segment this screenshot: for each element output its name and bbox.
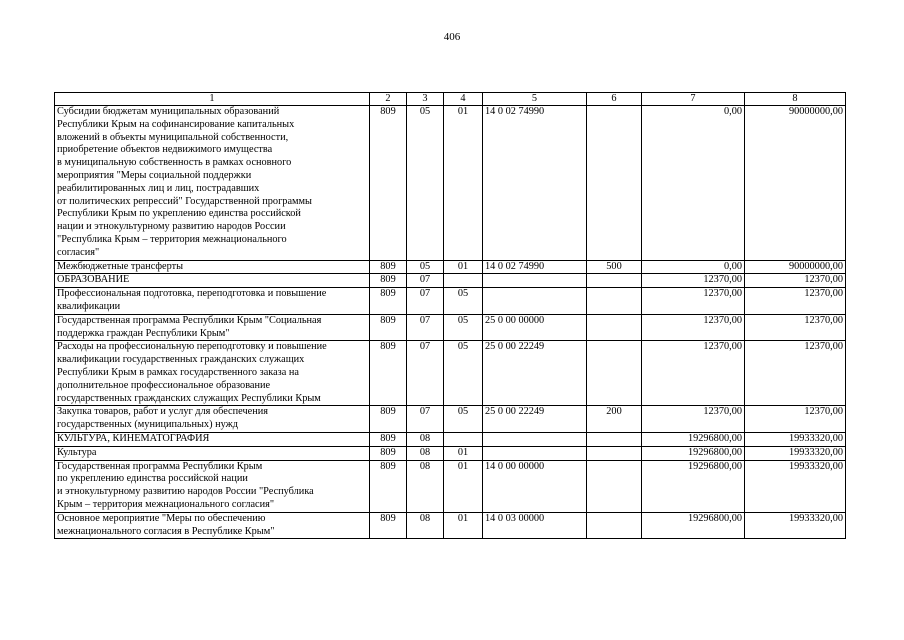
- subsection-cell: [444, 274, 483, 288]
- row-name-line: Расходы на профессиональную переподготовку и повышение: [57, 341, 327, 353]
- amount-col7-cell: 12370,00: [642, 288, 745, 315]
- subsection-cell: 05: [444, 288, 483, 315]
- row-name-line: по укреплению единства российской нации: [57, 473, 248, 485]
- expense-type-cell: 500: [587, 260, 642, 274]
- row-name-line: ОБРАЗОВАНИЕ: [57, 274, 130, 286]
- column-header: 4: [444, 93, 483, 106]
- code-cell: 809: [370, 446, 407, 460]
- row-name-line: квалификации государственных гражданских служащих: [57, 354, 305, 366]
- row-name-cell: [55, 512, 370, 539]
- row-name-line: согласия": [57, 246, 100, 258]
- table-row: [55, 274, 846, 288]
- row-name-line: Крым – территория межнационального согласия": [57, 498, 275, 510]
- row-name-line: поддержка граждан Республики Крым": [57, 327, 230, 339]
- row-name-line: нации и этнокультурному развитию народов России: [57, 221, 286, 233]
- amount-col7-cell: 12370,00: [642, 314, 745, 341]
- row-name-cell: [55, 260, 370, 274]
- row-name-cell: [55, 406, 370, 433]
- row-name-cell: [55, 341, 370, 406]
- code-cell: 809: [370, 288, 407, 315]
- section-cell: 08: [407, 446, 444, 460]
- section-cell: 07: [407, 314, 444, 341]
- row-name-line: Закупка товаров, работ и услуг для обеспечения: [57, 406, 268, 418]
- amount-col8-cell: 90000000,00: [745, 106, 846, 261]
- expense-type-cell: [587, 432, 642, 446]
- amount-col8-cell: 12370,00: [745, 288, 846, 315]
- row-name-line: Основное мероприятие "Меры по обеспечению: [57, 512, 266, 524]
- column-header: 8: [745, 93, 846, 106]
- table-row: [55, 432, 846, 446]
- table-row: [55, 341, 846, 406]
- row-name-line: Государственная программа Республики Крым "Социальная: [57, 314, 322, 326]
- target-article-cell: 14 0 00 00000: [483, 460, 587, 512]
- row-name-cell: [55, 460, 370, 512]
- subsection-cell: 01: [444, 460, 483, 512]
- subsection-cell: 01: [444, 260, 483, 274]
- page-number: 406: [443, 31, 461, 43]
- amount-col8-cell: 19933320,00: [745, 460, 846, 512]
- table-row: [55, 446, 846, 460]
- target-article-cell: [483, 446, 587, 460]
- code-cell: 809: [370, 274, 407, 288]
- row-name-line: Профессиональная подготовка, переподготовка и повышение: [57, 288, 327, 300]
- code-cell: 809: [370, 406, 407, 433]
- amount-col7-cell: 12370,00: [642, 274, 745, 288]
- target-article-cell: [483, 274, 587, 288]
- row-name-cell: [55, 314, 370, 341]
- budget-table: [54, 92, 846, 539]
- row-name-line: Государственная программа Республики Крым: [57, 460, 263, 472]
- column-header: 1: [55, 93, 370, 106]
- amount-col8-cell: 12370,00: [745, 314, 846, 341]
- amount-col8-cell: 19933320,00: [745, 432, 846, 446]
- row-name-cell: [55, 106, 370, 261]
- subsection-cell: 05: [444, 314, 483, 341]
- expense-type-cell: [587, 512, 642, 539]
- code-cell: 809: [370, 260, 407, 274]
- expense-type-cell: 200: [587, 406, 642, 433]
- target-article-cell: [483, 288, 587, 315]
- amount-col8-cell: 90000000,00: [745, 260, 846, 274]
- section-cell: 07: [407, 288, 444, 315]
- code-cell: 809: [370, 460, 407, 512]
- row-name-cell: [55, 446, 370, 460]
- row-name-line: Межбюджетные трансферты: [57, 260, 184, 272]
- section-cell: 08: [407, 432, 444, 446]
- row-name-cell: [55, 288, 370, 315]
- table-row: [55, 460, 846, 512]
- section-cell: 05: [407, 260, 444, 274]
- row-name-line: квалификации: [57, 300, 121, 312]
- subsection-cell: 05: [444, 406, 483, 433]
- expense-type-cell: [587, 460, 642, 512]
- amount-col8-cell: 19933320,00: [745, 446, 846, 460]
- section-cell: 07: [407, 341, 444, 406]
- row-name-line: от политических репрессий" Государственной программы: [57, 195, 312, 207]
- row-name-line: Культура: [57, 446, 97, 458]
- row-name-cell: [55, 274, 370, 288]
- section-cell: 05: [407, 106, 444, 261]
- subsection-cell: [444, 432, 483, 446]
- section-cell: 08: [407, 512, 444, 539]
- target-article-cell: 25 0 00 22249: [483, 406, 587, 433]
- row-name-line: приобретение объектов недвижимого имущества: [57, 144, 273, 156]
- code-cell: 809: [370, 512, 407, 539]
- row-name-line: государственных (муниципальных) нужд: [57, 419, 238, 431]
- row-name-line: Республики Крым в рамках государственного заказа на: [57, 366, 299, 378]
- column-header: 5: [483, 93, 587, 106]
- table-row: [55, 406, 846, 433]
- expense-type-cell: [587, 288, 642, 315]
- row-name-line: "Республика Крым – территория межнационального: [57, 233, 287, 245]
- subsection-cell: 01: [444, 512, 483, 539]
- subsection-cell: 01: [444, 446, 483, 460]
- amount-col7-cell: 12370,00: [642, 341, 745, 406]
- amount-col7-cell: 19296800,00: [642, 512, 745, 539]
- row-name-line: в муниципальную собственность в рамках основного: [57, 157, 292, 169]
- target-article-cell: [483, 432, 587, 446]
- row-name-line: Республики Крым по укреплению единства российской: [57, 208, 301, 220]
- expense-type-cell: [587, 446, 642, 460]
- target-article-cell: 14 0 02 74990: [483, 106, 587, 261]
- expense-type-cell: [587, 314, 642, 341]
- subsection-cell: 05: [444, 341, 483, 406]
- table-row: [55, 106, 846, 261]
- column-header: 2: [370, 93, 407, 106]
- target-article-cell: 25 0 00 00000: [483, 314, 587, 341]
- amount-col7-cell: 19296800,00: [642, 460, 745, 512]
- amount-col7-cell: 0,00: [642, 106, 745, 261]
- amount-col7-cell: 12370,00: [642, 406, 745, 433]
- section-cell: 07: [407, 406, 444, 433]
- expense-type-cell: [587, 106, 642, 261]
- row-name-line: Субсидии бюджетам муниципальных образований: [57, 106, 280, 117]
- row-name-line: вложений в объекты муниципальной собственности,: [57, 131, 289, 143]
- row-name-line: мероприятия "Меры социальной поддержки: [57, 169, 252, 181]
- expense-type-cell: [587, 341, 642, 406]
- target-article-cell: 14 0 03 00000: [483, 512, 587, 539]
- amount-col8-cell: 19933320,00: [745, 512, 846, 539]
- subsection-cell: 01: [444, 106, 483, 261]
- row-name-line: КУЛЬТУРА, КИНЕМАТОГРАФИЯ: [57, 432, 210, 444]
- row-name-line: межнационального согласия в Республике Крым": [57, 525, 275, 537]
- header-row: [55, 93, 846, 106]
- target-article-cell: 25 0 00 22249: [483, 341, 587, 406]
- table-row: [55, 260, 846, 274]
- table-row: [55, 512, 846, 539]
- amount-col7-cell: 19296800,00: [642, 446, 745, 460]
- section-cell: 07: [407, 274, 444, 288]
- section-cell: 08: [407, 460, 444, 512]
- amount-col8-cell: 12370,00: [745, 406, 846, 433]
- code-cell: 809: [370, 432, 407, 446]
- row-name-line: дополнительное профессиональное образование: [57, 379, 271, 391]
- expense-type-cell: [587, 274, 642, 288]
- row-name-cell: [55, 432, 370, 446]
- table-row: [55, 288, 846, 315]
- row-name-line: реабилитированных лиц и лиц, пострадавших: [57, 182, 260, 194]
- column-header: 6: [587, 93, 642, 106]
- table-row: [55, 314, 846, 341]
- amount-col7-cell: 0,00: [642, 260, 745, 274]
- row-name-line: Республики Крым на софинансирование капитальных: [57, 118, 295, 130]
- row-name-line: государственных гражданских служащих Республики Крым: [57, 392, 321, 404]
- column-header: 7: [642, 93, 745, 106]
- amount-col8-cell: 12370,00: [745, 341, 846, 406]
- amount-col7-cell: 19296800,00: [642, 432, 745, 446]
- code-cell: 809: [370, 106, 407, 261]
- target-article-cell: 14 0 02 74990: [483, 260, 587, 274]
- code-cell: 809: [370, 314, 407, 341]
- amount-col8-cell: 12370,00: [745, 274, 846, 288]
- row-name-line: и этнокультурному развитию народов России "Республика: [57, 486, 314, 498]
- code-cell: 809: [370, 341, 407, 406]
- column-header: 3: [407, 93, 444, 106]
